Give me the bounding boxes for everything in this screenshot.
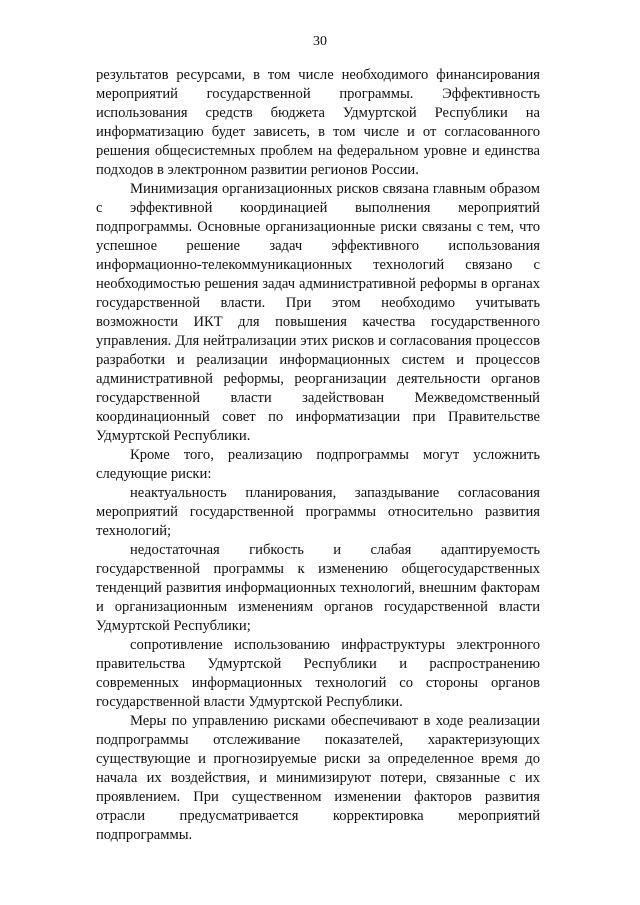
paragraph-risk-management-measures: Меры по управлению рисками обеспечивают в ходе реализации подпрограммы отслеживание показателей, характеризующих существующие и прогнозируемые риски за определенное время до начала их воздействия, и минимизируют потери, связанные с их проявлением. При существенном изменении факторов развития отрасли предусматривается корректировка мероприятий подпрограммы.: [96, 713, 540, 843]
document-body: [96, 66, 540, 845]
paragraph-risk-resistance: сопротивление использованию инфраструктуры электронного правительства Удмуртской Республики и распространению современных информационных технологий со стороны органов государственной власти Удмуртской Республики.: [96, 637, 540, 710]
paragraph-risk-planning: неактуальность планирования, запаздывание согласования мероприятий государственной программы относительно развития технологий;: [96, 485, 540, 539]
page-number: 30: [313, 34, 327, 49]
paragraph-additional-risks-intro: Кроме того, реализацию подпрограммы могут усложнить следующие риски:: [96, 447, 540, 482]
paragraph-continuation: результатов ресурсами, в том числе необходимого финансирования мероприятий государственной программы. Эффективность использования средств бюджета Удмуртской Республики на информатизацию будет зависеть, в том числе и от согласованного решения общесистемных проблем на федеральном уровне и единства подходов в электронном развитии регионов России.: [96, 67, 540, 178]
paragraph-organizational-risks: Минимизация организационных рисков связана главным образом с эффективной координацией выполнения мероприятий подпрограммы. Основные организационные риски связаны с тем, что успешное решение задач эффективного использования информационно-телекоммуникационных технологий связано с необходимостью решения задач административной реформы в органах государственной власти. При этом необходимо учитывать возможности ИКТ для повышения качества государственного управления. Для нейтрализации этих рисков и согласования процессов разработки и реализации информационных систем и процессов административной реформы, реорганизации деятельности органов государственной власти задействован Межведомственный координационный совет по информатизации при Правительстве Удмуртской Республики.: [96, 181, 540, 444]
paragraph-risk-flexibility: недостаточная гибкость и слабая адаптируемость государственной программы к изменению общегосударственных тенденций развития информационных технологий, внешним факторам и организационным изменениям органов государственной власти Удмуртской Республики;: [96, 542, 540, 634]
